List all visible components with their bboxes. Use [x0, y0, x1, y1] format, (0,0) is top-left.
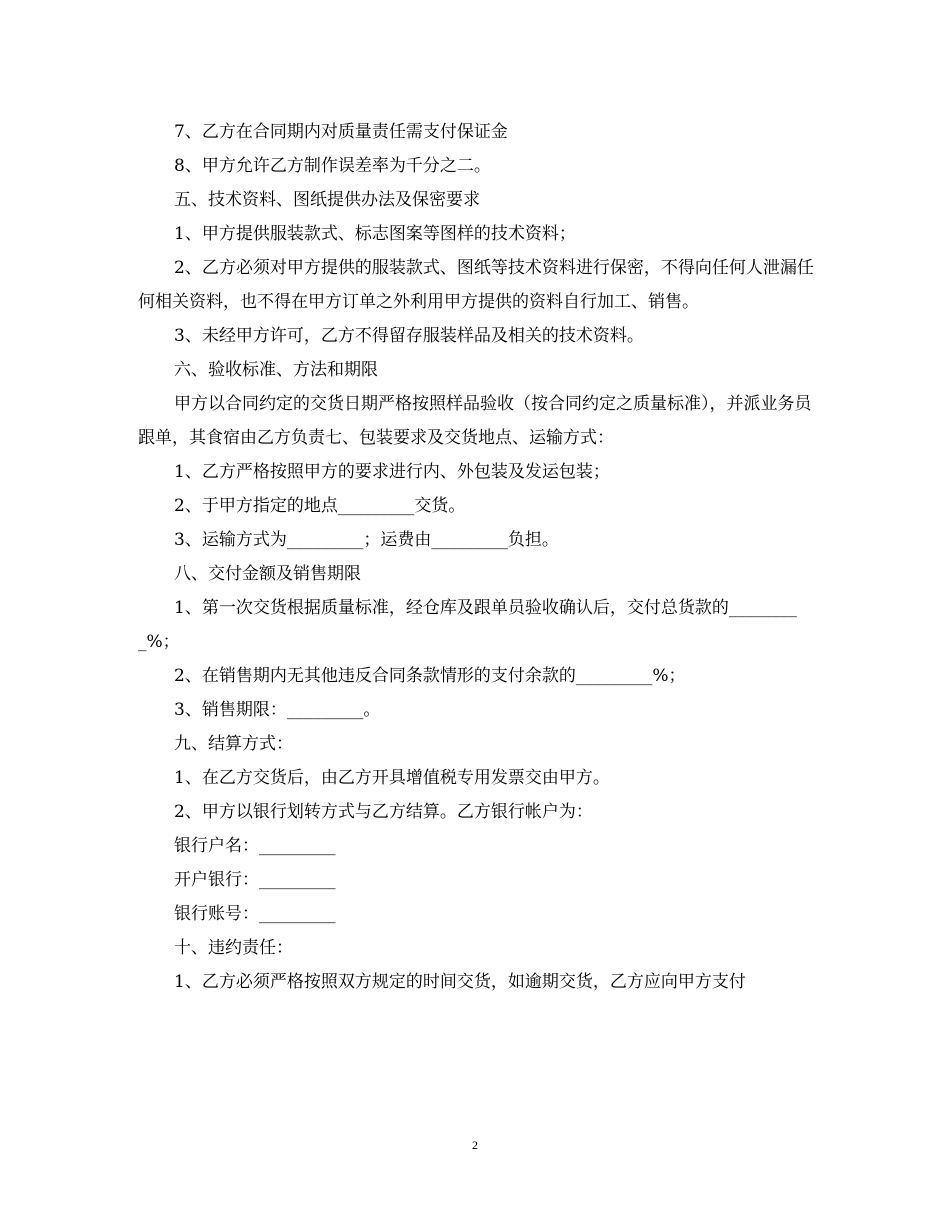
bank-name: 开户银行：_________	[174, 870, 336, 890]
paragraph: 1、在乙方交货后，由乙方开具增值税专用发票交由甲方。	[174, 768, 610, 788]
paragraph: 8、甲方允许乙方制作误差率为千分之二。	[174, 156, 491, 176]
section-heading: 六、验收标准、方法和期限	[174, 360, 378, 380]
paragraph: 3、运输方式为_________；运费由_________负担。	[174, 530, 559, 550]
paragraph: 3、未经甲方许可，乙方不得留存服装样品及相关的技术资料。	[174, 326, 644, 346]
paragraph: 1、甲方提供服装款式、标志图案等图样的技术资料；	[174, 224, 576, 244]
paragraph: 3、销售期限：_________。	[174, 700, 381, 720]
paragraph: 2、甲方以银行划转方式与乙方结算。乙方银行帐户为：	[174, 802, 593, 822]
section-heading: 十、违约责任：	[174, 938, 293, 958]
paragraph: 1、乙方必须严格按照双方规定的时间交货，如逾期交货，乙方应向甲方支付	[174, 972, 746, 992]
section-heading: 八、交付金额及销售期限	[174, 564, 361, 584]
bank-account-number: 银行账号：_________	[174, 904, 336, 924]
bank-account-name: 银行户名：_________	[174, 836, 336, 856]
paragraph: 2、乙方必须对甲方提供的服装款式、图纸等技术资料进行保密，不得向任何人泄漏任何相关资料，也不得在甲方订单之外利用甲方提供的资料自行加工、销售。	[138, 258, 814, 312]
paragraph: 2、在销售期内无其他违反合同条款情形的支付余款的_________%；	[174, 666, 686, 686]
section-heading: 九、结算方式：	[174, 734, 293, 754]
section-heading: 五、技术资料、图纸提供办法及保密要求	[174, 190, 480, 210]
paragraph: 1、第一次交货根据质量标准，经仓库及跟单员验收确认后，交付总货款的_________%；	[138, 598, 797, 652]
paragraph: 甲方以合同约定的交货日期严格按照样品验收（按合同约定之质量标准），并派业务员跟单，其食宿由乙方负责七、包装要求及交货地点、运输方式：	[138, 394, 812, 448]
document-body	[138, 115, 818, 999]
paragraph: 2、于甲方指定的地点_________交货。	[174, 496, 466, 516]
paragraph: 1、乙方严格按照甲方的要求进行内、外包装及发运包装；	[174, 462, 610, 482]
paragraph: 7、乙方在合同期内对质量责任需支付保证金	[174, 122, 508, 142]
page-number: 2	[472, 1138, 478, 1152]
